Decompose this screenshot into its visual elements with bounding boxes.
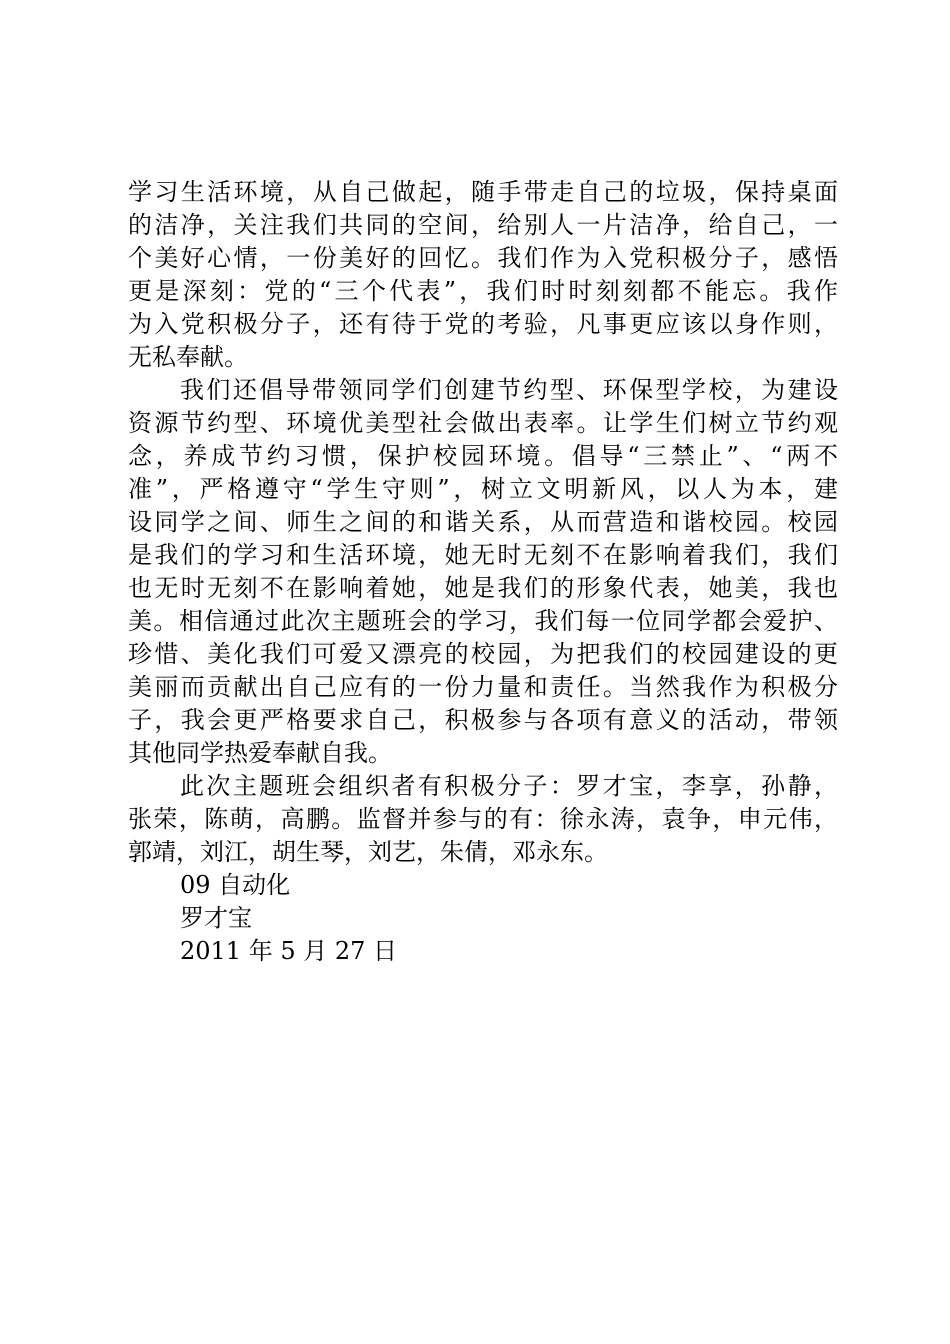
signature-class: 09 自动化 [180, 871, 291, 899]
paragraph-line: 设同学之间、师生之间的和谐关系，从而营造和谐校园。校园 [128, 508, 838, 536]
paragraph-line: 准”，严格遵守“学生守则”，树立文明新风，以人为本，建 [128, 475, 838, 503]
paragraph-line: 的洁净，关注我们共同的空间，给别人一片洁净，给自己，一 [128, 211, 838, 239]
paragraph-line: 更是深刻：党的“三个代表”，我们时时刻刻都不能忘。我作 [128, 277, 838, 305]
paragraph-line: 个美好心情，一份美好的回忆。我们作为入党积极分子，感悟 [128, 244, 838, 272]
paragraph-line: 为入党积极分子，还有待于党的考验，凡事更应该以身作则， [128, 310, 838, 338]
paragraph-line: 子，我会更严格要求自己，积极参与各项有意义的活动，带领 [128, 706, 838, 734]
paragraph-line: 美丽而贡献出自己应有的一份力量和责任。当然我作为积极分 [128, 673, 838, 701]
signature-author: 罗才宝 [180, 904, 252, 932]
paragraph-line: 此次主题班会组织者有积极分子：罗才宝，李享，孙静， [180, 772, 838, 800]
signature-block [128, 869, 838, 968]
paragraph-line: 珍惜、美化我们可爱又漂亮的校园，为把我们的校园建设的更 [128, 640, 838, 668]
paragraph-3 [128, 770, 838, 869]
paragraph-line: 我们还倡导带领同学们创建节约型、环保型学校，为建设 [180, 376, 838, 404]
paragraph-line: 无私奉献。 [128, 343, 248, 371]
paragraph-line: 美。相信通过此次主题班会的学习，我们每一位同学都会爱护、 [128, 607, 838, 635]
paragraph-2 [128, 374, 838, 770]
paragraph-line: 其他同学热爱奉献自我。 [128, 739, 392, 767]
paragraph-line: 也无时无刻不在影响着她，她是我们的形象代表，她美，我也 [128, 574, 838, 602]
signature-date: 2011 年 5 月 27 日 [180, 937, 398, 965]
paragraph-line: 张荣，陈萌，高鹏。监督并参与的有：徐永涛，袁争，申元伟， [128, 805, 838, 833]
paragraph-line: 是我们的学习和生活环境，她无时无刻不在影响着我们，我们 [128, 541, 838, 569]
paragraph-line: 念，养成节约习惯，保护校园环境。倡导“三禁止”、“两不 [128, 442, 838, 470]
paragraph-1 [128, 176, 838, 374]
paragraph-line: 学习生活环境，从自己做起，随手带走自己的垃圾，保持桌面 [128, 178, 838, 206]
paragraph-line: 资源节约型、环境优美型社会做出表率。让学生们树立节约观 [128, 409, 838, 437]
document-page [128, 176, 838, 968]
paragraph-line: 郭靖，刘江，胡生琴，刘艺，朱倩，邓永东。 [128, 838, 608, 866]
